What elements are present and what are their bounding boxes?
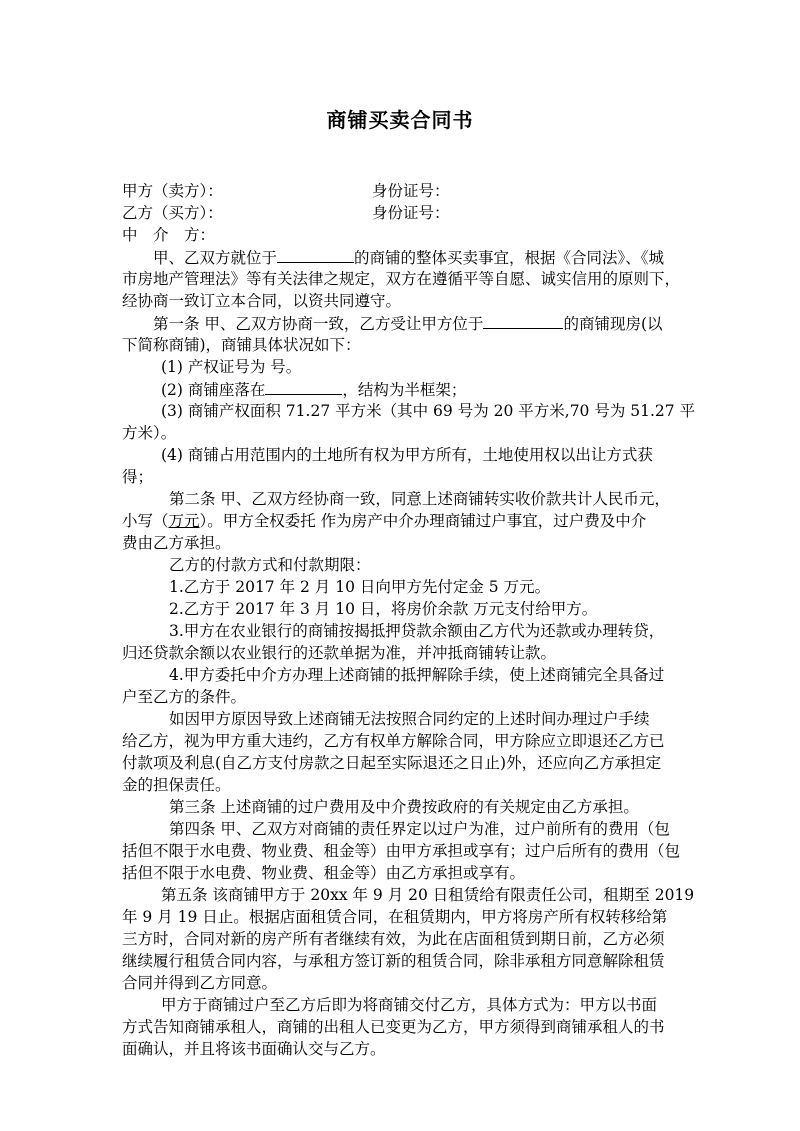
- art1-item-4b: 得；: [122, 468, 154, 486]
- art4-line-1: 第四条 甲、乙双方对商铺的责任界定以过户为准，过户前所有的费用（包: [169, 820, 670, 838]
- art5-line-5: 合同并得到乙方同意。: [122, 974, 278, 992]
- art4-line-3: 括但不限于水电费、物业费、租金等）由乙方承担或享有。: [122, 864, 526, 882]
- agent-label: 中 介 方：: [122, 226, 216, 244]
- art3-line: 第三条 上述商铺的过户费用及中介费按政府的有关规定由乙方承担。: [169, 798, 639, 816]
- art5-line-2: 年 9 月 19 日止。根据店面租赁合同，在租赁期内，甲方将房产所有权转移给第: [122, 908, 668, 926]
- breach-line-3: 付款项及利息(自乙方支付房款之日起至实际退还之日止)外，还应向乙方承担定: [122, 754, 662, 772]
- art2-line-1: 第二条 甲、乙双方经协商一致，同意上述商铺转实收价款共计人民币元，: [169, 490, 670, 508]
- seller-id-label: 身份证号：: [372, 182, 450, 200]
- payment-item-4b: 户至乙方的条件。: [122, 688, 247, 706]
- intro-line-1: 甲、乙双方就位于 的商铺的整体买卖事宜，根据《合同法》、《城: [153, 246, 682, 269]
- art1-item-3a: (3) 商铺产权面积 71.27 平方米（其中 69 号为 20 平方米,70 号为 51.27 平: [161, 402, 696, 420]
- art1-item-1: (1) 产权证号为 号。: [161, 358, 302, 376]
- delivery-line-2: 方式告知商铺承租人，商铺的出租人已变更为乙方，甲方须得到商铺承租人的书: [122, 1018, 665, 1036]
- art1-item-4a: (4) 商铺占用范围内的土地所有权为甲方所有，土地使用权以出让方式获: [161, 446, 653, 464]
- buyer-id-label: 身份证号：: [372, 204, 450, 222]
- art5-line-3: 三方时，合同对新的房产所有者继续有效，为此在店面租赁到期日前，乙方必须: [122, 930, 665, 948]
- breach-line-2: 给乙方，视为甲方重大违约，乙方有权单方解除合同，甲方除应立即退还乙方已: [122, 732, 665, 750]
- art4-line-2: 括但不限于水电费、物业费、租金等）由甲方承担或享有；过户后所有的费用（包: [122, 842, 681, 860]
- art1-item-3b: 方米）。: [122, 424, 177, 442]
- delivery-line-1: 甲方于商铺过户至乙方后即为将商铺交付乙方，具体方式为：甲方以书面: [161, 996, 658, 1014]
- art5-line-4: 继续履行租赁合同内容，与承租方签订新的租赁合同，除非承租方同意解除租赁: [122, 952, 665, 970]
- breach-line-4: 金的担保责任。: [122, 776, 231, 794]
- amount-underlined: 万元: [168, 512, 200, 530]
- art1-line-1: 第一条 甲、乙双方协商一致，乙方受让甲方位于 的商铺现房(以: [153, 312, 682, 335]
- art1-location-blank: [483, 312, 563, 329]
- seller-label: 甲方（卖方）：: [122, 182, 223, 200]
- payment-title: 乙方的付款方式和付款期限：: [169, 556, 371, 574]
- intro-line-3: 经协商一致订立本合同，以资共同遵守。: [122, 292, 402, 310]
- payment-item-3b: 归还贷款余额以农业银行的还款单据为准，并冲抵商铺转让款。: [122, 644, 557, 662]
- delivery-line-3: 面确认，并且将该书面确认交与乙方。: [122, 1040, 386, 1058]
- payment-item-4a: 4.甲方委托中介方办理上述商铺的抵押解除手续，使上述商铺完全具备过: [169, 666, 665, 684]
- payment-item-3a: 3.甲方在农业银行的商铺按揭抵押贷款余额由乙方代为还款或办理转贷，: [169, 622, 665, 640]
- address-blank: [265, 378, 342, 395]
- agent-line: [122, 224, 682, 246]
- payment-item-1: 1.乙方于 2017 年 2 月 10 日向甲方先付定金 5 万元。: [169, 578, 551, 596]
- payment-item-2: 2.乙方于 2017 年 3 月 10 日，将房价余款 万元支付给甲方。: [169, 600, 598, 618]
- art1-item-2: (2) 商铺座落在 ，结构为半框架；: [161, 378, 721, 401]
- intro-line-2: 市房地产管理法》等有关法律之规定，双方在遵循平等自愿、诚实信用的原则下，: [122, 270, 681, 288]
- art2-line-3: 费由乙方承担。: [122, 534, 231, 552]
- buyer-line: [122, 202, 682, 224]
- breach-line-1: 如因甲方原因导致上述商铺无法按照合同约定的上述时间办理过户手续: [169, 710, 650, 728]
- document-title: 商铺买卖合同书: [326, 108, 474, 132]
- location-blank: [277, 246, 354, 263]
- art2-line-2: 小写（万元）。甲方全权委托 作为房产中介办理商铺过户事宜，过户费及中介: [122, 512, 647, 530]
- art1-line-2: 下简称商铺)，商铺具体状况如下：: [122, 336, 361, 354]
- buyer-label: 乙方（买方）：: [122, 204, 223, 222]
- seller-line: [122, 180, 682, 202]
- art5-line-1: 第五条 该商铺甲方于 20xx 年 9 月 20 日租赁给有限责任公司，租期至 2019: [161, 886, 695, 904]
